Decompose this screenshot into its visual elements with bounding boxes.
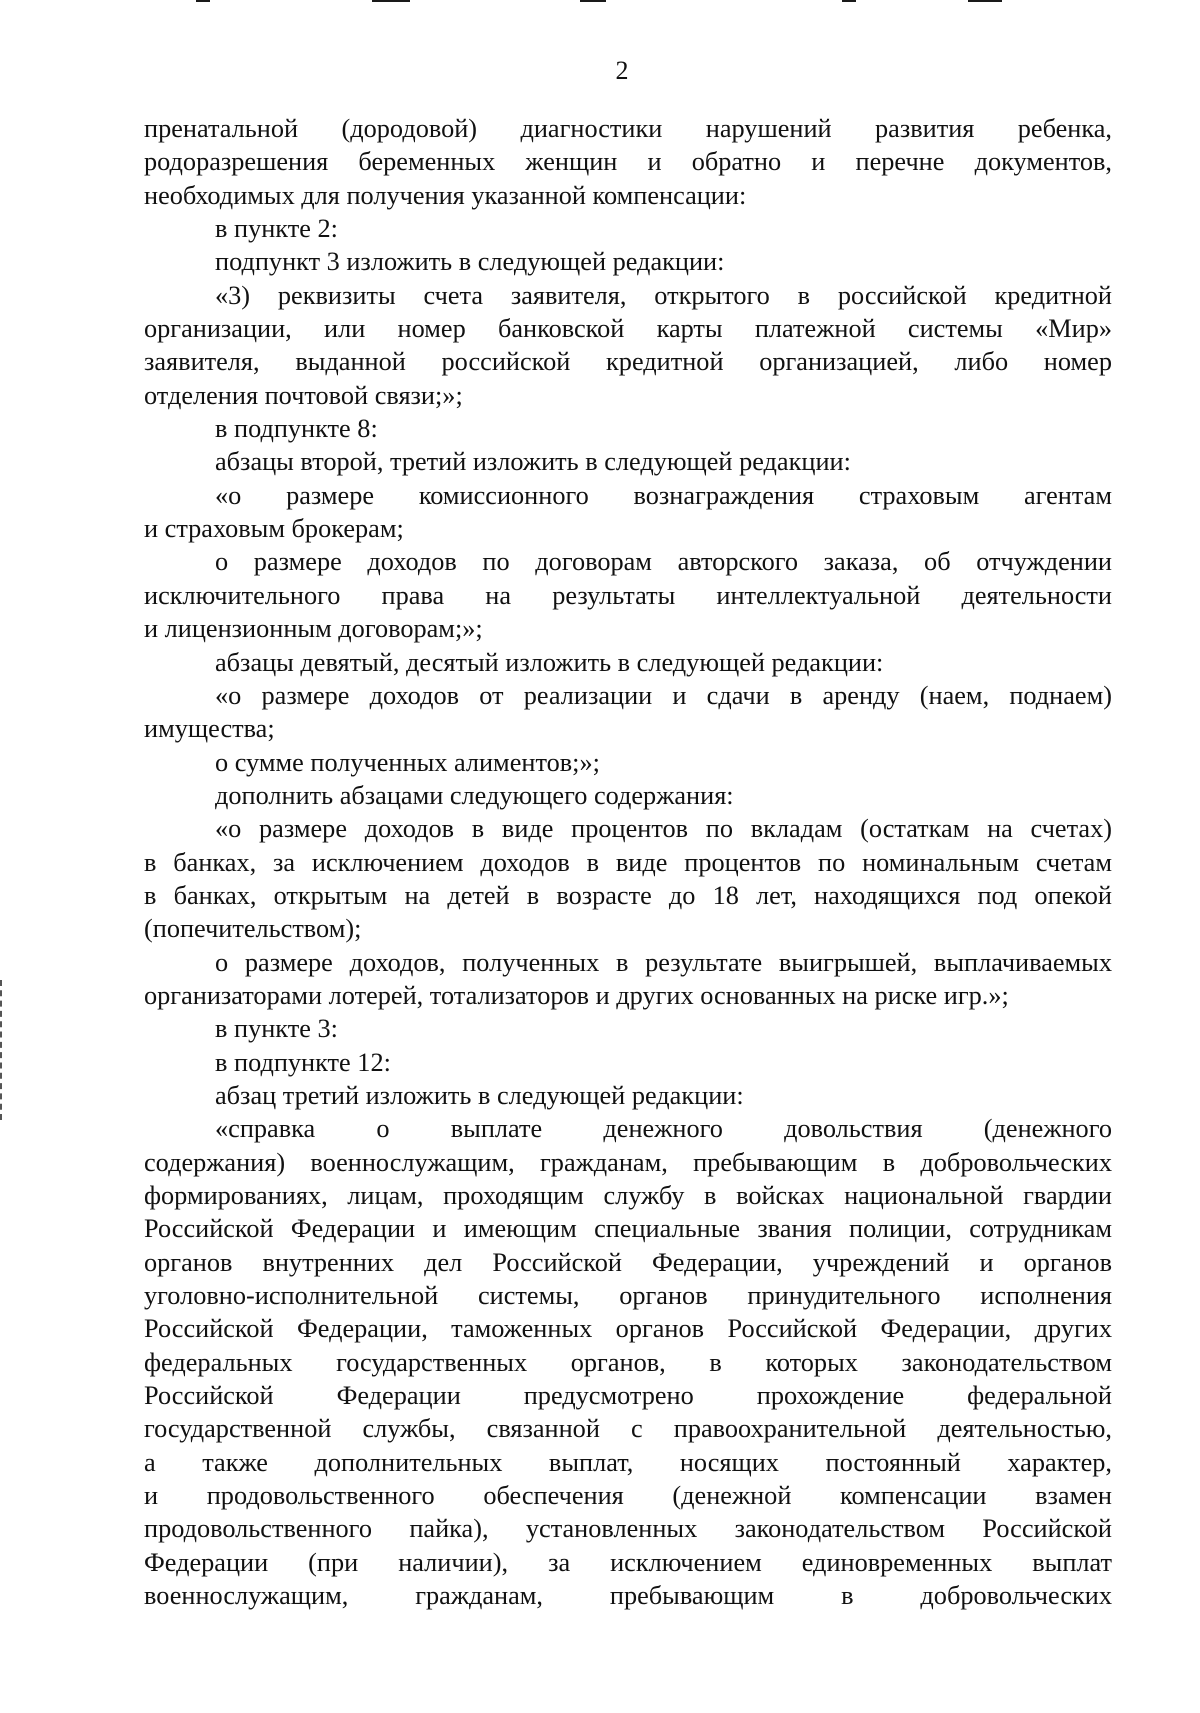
text-line: и продовольственного обеспечения (денежной компенсации взамен — [144, 1481, 1112, 1511]
text-line: абзацы девятый, десятый изложить в следующей редакции: — [215, 647, 884, 677]
text-line: подпункт 3 изложить в следующей редакции: — [215, 247, 725, 277]
text-line: организации, или номер банковской карты платежной системы «Мир» — [144, 314, 1112, 344]
scan-artifact-line — [372, 0, 410, 2]
text-line: и лицензионным договорам;»; — [144, 614, 483, 644]
text-line: Российской Федерации и имеющим специальные звания полиции, сотрудникам — [144, 1214, 1112, 1244]
text-line: организаторами лотерей, тотализаторов и других основанных на риске игр.»; — [144, 980, 1009, 1010]
scan-artifact-line — [580, 0, 606, 2]
scan-artifact-line — [842, 0, 856, 2]
text-line: о размере доходов, полученных в результате выигрышей, выплачиваемых — [215, 947, 1112, 977]
text-line: Российской Федерации, таможенных органов Российской Федерации, других — [144, 1314, 1112, 1344]
text-line: в пункте 3: — [215, 1014, 338, 1044]
text-line: государственной службы, связанной с правоохранительной деятельностью, — [144, 1414, 1112, 1444]
text-line: содержания) военнослужащим, гражданам, пребывающим в добровольческих — [144, 1147, 1112, 1177]
text-line: дополнить абзацами следующего содержания: — [215, 780, 734, 810]
text-line: отделения почтовой связи;»; — [144, 380, 463, 410]
text-line: о размере доходов по договорам авторского заказа, об отчуждении — [215, 547, 1112, 577]
text-line: пренатальной (дородовой) диагностики нарушений развития ребенка, — [144, 114, 1112, 143]
scan-edge-marks — [0, 980, 6, 1120]
text-line: уголовно-исполнительной системы, органов принудительного исполнения — [144, 1281, 1112, 1311]
page-number: 2 — [615, 56, 629, 85]
text-line: в пункте 2: — [215, 214, 338, 244]
text-line: «3) реквизиты счета заявителя, открытого в российской кредитной — [215, 280, 1112, 310]
text-line: «о размере комиссионного вознаграждения страховым агентам — [215, 480, 1112, 510]
text-line: необходимых для получения указанной компенсации: — [144, 180, 747, 210]
text-line: (попечительством); — [144, 914, 362, 944]
scan-artifact-line — [196, 0, 210, 2]
text-line: абзацы второй, третий изложить в следующей редакции: — [215, 447, 851, 477]
text-line: заявителя, выданной российской кредитной организацией, либо номер — [144, 347, 1112, 377]
text-line: в подпункте 12: — [215, 1047, 391, 1077]
text-line: о сумме полученных алиментов;»; — [215, 747, 600, 777]
text-line: «о размере доходов от реализации и сдачи в аренду (наем, поднаем) — [215, 680, 1112, 710]
text-line: и страховым брокерам; — [144, 514, 404, 544]
text-line: а также дополнительных выплат, носящих постоянный характер, — [144, 1447, 1112, 1477]
document-body — [144, 112, 1112, 1612]
text-line: федеральных государственных органов, в которых законодательством — [144, 1347, 1112, 1377]
text-line: в банках, за исключением доходов в виде процентов по номинальным счетам — [144, 847, 1112, 877]
scan-artifact-line — [968, 0, 1002, 2]
text-line: имущества; — [144, 714, 275, 744]
text-line: родоразрешения беременных женщин и обратно и перечне документов, — [144, 147, 1112, 177]
text-line: «справка о выплате денежного довольствия (денежного — [215, 1114, 1112, 1144]
text-line: Российской Федерации предусмотрено прохождение федеральной — [144, 1381, 1112, 1411]
text-line: военнослужащим, гражданам, пребывающим в добровольческих — [144, 1581, 1112, 1611]
text-line: «о размере доходов в виде процентов по вкладам (остаткам на счетах) — [215, 814, 1112, 844]
text-line: в банках, открытым на детей в возрасте до 18 лет, находящихся под опекой — [144, 880, 1112, 910]
text-line: исключительного права на результаты интеллектуальной деятельности — [144, 580, 1112, 610]
text-line: в подпункте 8: — [215, 414, 378, 444]
text-line: абзац третий изложить в следующей редакции: — [215, 1080, 744, 1110]
text-line: продовольственного пайка), установленных законодательством Российской — [144, 1514, 1112, 1544]
text-line: формированиях, лицам, проходящим службу в войсках национальной гвардии — [144, 1181, 1112, 1210]
text-line: органов внутренних дел Российской Федерации, учреждений и органов — [144, 1247, 1112, 1277]
text-line: Федерации (при наличии), за исключением единовременных выплат — [144, 1547, 1112, 1577]
